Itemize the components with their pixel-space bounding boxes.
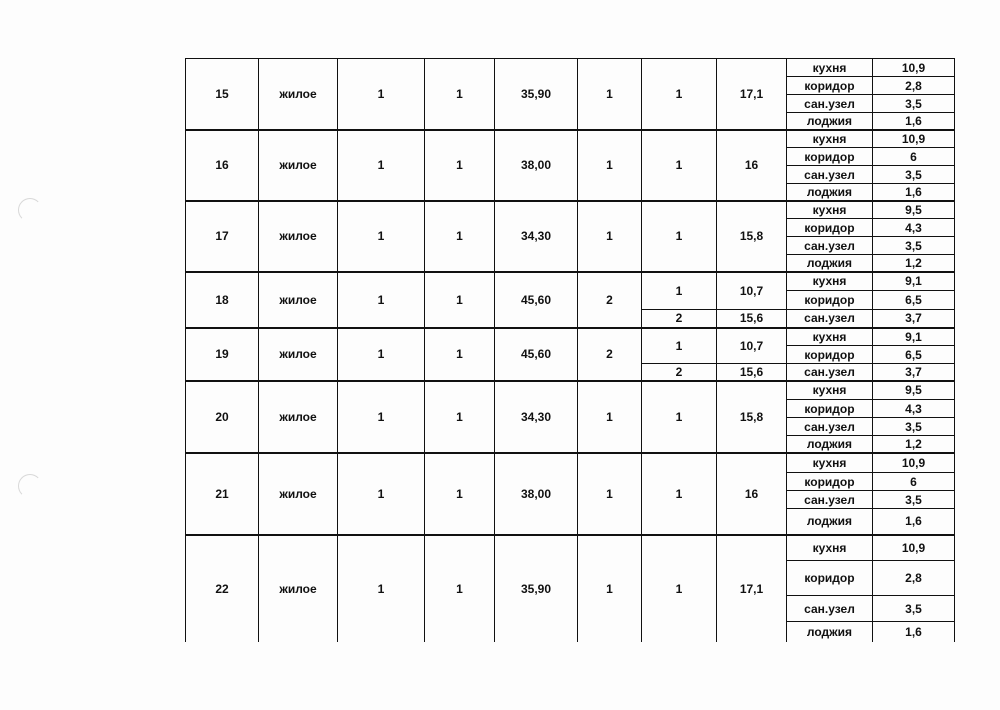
aux-room-area: 4,3 bbox=[873, 400, 955, 418]
aux-room-area: 3,5 bbox=[873, 237, 955, 255]
aux-room-name: лоджия bbox=[787, 113, 873, 130]
aux-room-area: 1,6 bbox=[873, 184, 955, 201]
punch-hole-mark bbox=[18, 198, 42, 222]
living-room-number: 1 bbox=[642, 381, 717, 453]
aux-room-name: кухня bbox=[787, 381, 873, 400]
count-cell: 1 bbox=[425, 130, 495, 201]
aux-room-name: сан.узел bbox=[787, 237, 873, 255]
premise-type: жилое bbox=[259, 201, 338, 272]
aux-room-area: 3,5 bbox=[873, 418, 955, 436]
count-cell: 1 bbox=[338, 381, 425, 453]
aux-room-name: коридор bbox=[787, 77, 873, 95]
table-row bbox=[186, 59, 955, 77]
count-cell: 1 bbox=[338, 59, 425, 130]
table-row bbox=[186, 130, 955, 148]
aux-room-name: кухня bbox=[787, 272, 873, 291]
total-area: 34,30 bbox=[495, 381, 578, 453]
living-room-area: 16 bbox=[717, 453, 787, 535]
aux-room-name: кухня bbox=[787, 201, 873, 219]
count-cell: 1 bbox=[338, 328, 425, 381]
living-room-area: 15,8 bbox=[717, 381, 787, 453]
aux-room-name: сан.узел bbox=[787, 364, 873, 381]
living-room-area: 16 bbox=[717, 130, 787, 201]
aux-room-area: 2,8 bbox=[873, 561, 955, 596]
aux-room-name: кухня bbox=[787, 453, 873, 473]
aux-room-area: 6,5 bbox=[873, 346, 955, 364]
count-cell: 1 bbox=[338, 201, 425, 272]
aux-room-area: 4,3 bbox=[873, 219, 955, 237]
aux-room-area: 10,9 bbox=[873, 59, 955, 77]
room-count: 2 bbox=[578, 328, 642, 381]
aux-room-area: 1,6 bbox=[873, 509, 955, 535]
apartment-number: 19 bbox=[186, 328, 259, 381]
count-cell: 1 bbox=[338, 272, 425, 328]
count-cell: 1 bbox=[425, 201, 495, 272]
living-room-area: 15,8 bbox=[717, 201, 787, 272]
aux-room-name: кухня bbox=[787, 328, 873, 346]
aux-room-name: лоджия bbox=[787, 184, 873, 201]
aux-room-area: 6 bbox=[873, 473, 955, 491]
aux-room-name: кухня bbox=[787, 59, 873, 77]
aux-room-area: 2,8 bbox=[873, 77, 955, 95]
aux-room-area: 3,5 bbox=[873, 166, 955, 184]
apartment-number: 21 bbox=[186, 453, 259, 535]
room-count: 2 bbox=[578, 272, 642, 328]
aux-room-area: 9,1 bbox=[873, 272, 955, 291]
living-room-area: 17,1 bbox=[717, 59, 787, 130]
aux-room-name: сан.узел bbox=[787, 596, 873, 622]
premise-type: жилое bbox=[259, 130, 338, 201]
living-room-number: 1 bbox=[642, 130, 717, 201]
aux-room-name: лоджия bbox=[787, 255, 873, 272]
aux-room-name: коридор bbox=[787, 219, 873, 237]
room-count: 1 bbox=[578, 130, 642, 201]
aux-room-name: коридор bbox=[787, 400, 873, 418]
count-cell: 1 bbox=[425, 535, 495, 642]
room-count: 1 bbox=[578, 59, 642, 130]
apartment-number: 15 bbox=[186, 59, 259, 130]
aux-room-name: коридор bbox=[787, 148, 873, 166]
premise-type: жилое bbox=[259, 59, 338, 130]
punch-hole-mark bbox=[18, 474, 42, 498]
count-cell: 1 bbox=[425, 381, 495, 453]
aux-room-name: сан.узел bbox=[787, 491, 873, 509]
living-room-area: 15,6 bbox=[717, 310, 787, 328]
table-row bbox=[186, 381, 955, 400]
aux-room-name: коридор bbox=[787, 291, 873, 310]
aux-room-area: 9,5 bbox=[873, 381, 955, 400]
living-room-number: 2 bbox=[642, 310, 717, 328]
aux-room-name: сан.узел bbox=[787, 166, 873, 184]
premise-type: жилое bbox=[259, 272, 338, 328]
apartment-number: 22 bbox=[186, 535, 259, 642]
living-room-number: 1 bbox=[642, 453, 717, 535]
aux-room-area: 10,9 bbox=[873, 130, 955, 148]
premise-type: жилое bbox=[259, 453, 338, 535]
count-cell: 1 bbox=[425, 59, 495, 130]
aux-room-area: 1,6 bbox=[873, 113, 955, 130]
aux-room-area: 3,7 bbox=[873, 364, 955, 381]
aux-room-area: 9,1 bbox=[873, 328, 955, 346]
aux-room-area: 3,5 bbox=[873, 596, 955, 622]
aux-room-area: 6 bbox=[873, 148, 955, 166]
room-count: 1 bbox=[578, 381, 642, 453]
aux-room-area: 1,2 bbox=[873, 436, 955, 453]
aux-room-area: 3,5 bbox=[873, 95, 955, 113]
aux-room-name: коридор bbox=[787, 473, 873, 491]
living-room-number: 1 bbox=[642, 535, 717, 642]
count-cell: 1 bbox=[425, 453, 495, 535]
aux-room-name: сан.узел bbox=[787, 95, 873, 113]
table-row bbox=[186, 535, 955, 561]
aux-room-name: коридор bbox=[787, 346, 873, 364]
living-room-number: 1 bbox=[642, 201, 717, 272]
premise-type: жилое bbox=[259, 381, 338, 453]
count-cell: 1 bbox=[425, 272, 495, 328]
apartment-number: 17 bbox=[186, 201, 259, 272]
apartments-table-body bbox=[186, 59, 955, 642]
aux-room-area: 3,7 bbox=[873, 310, 955, 328]
count-cell: 1 bbox=[338, 535, 425, 642]
living-room-number: 1 bbox=[642, 328, 717, 364]
total-area: 45,60 bbox=[495, 272, 578, 328]
aux-room-name: сан.узел bbox=[787, 310, 873, 328]
count-cell: 1 bbox=[425, 328, 495, 381]
count-cell: 1 bbox=[338, 130, 425, 201]
aux-room-name: кухня bbox=[787, 130, 873, 148]
total-area: 38,00 bbox=[495, 453, 578, 535]
aux-room-name: лоджия bbox=[787, 622, 873, 642]
apartment-number: 20 bbox=[186, 381, 259, 453]
aux-room-area: 1,2 bbox=[873, 255, 955, 272]
total-area: 34,30 bbox=[495, 201, 578, 272]
room-count: 1 bbox=[578, 201, 642, 272]
aux-room-name: лоджия bbox=[787, 436, 873, 453]
aux-room-area: 9,5 bbox=[873, 201, 955, 219]
aux-room-name: кухня bbox=[787, 535, 873, 561]
premise-type: жилое bbox=[259, 328, 338, 381]
table-row bbox=[186, 328, 955, 346]
aux-room-name: сан.узел bbox=[787, 418, 873, 436]
aux-room-area: 1,6 bbox=[873, 622, 955, 642]
table-row bbox=[186, 201, 955, 219]
total-area: 45,60 bbox=[495, 328, 578, 381]
living-room-area: 10,7 bbox=[717, 272, 787, 310]
living-room-area: 10,7 bbox=[717, 328, 787, 364]
living-room-area: 15,6 bbox=[717, 364, 787, 381]
total-area: 35,90 bbox=[495, 59, 578, 130]
aux-room-area: 10,9 bbox=[873, 535, 955, 561]
aux-room-area: 10,9 bbox=[873, 453, 955, 473]
count-cell: 1 bbox=[338, 453, 425, 535]
table-row bbox=[186, 453, 955, 473]
apartment-number: 16 bbox=[186, 130, 259, 201]
table-row bbox=[186, 272, 955, 291]
living-room-number: 1 bbox=[642, 59, 717, 130]
total-area: 35,90 bbox=[495, 535, 578, 642]
living-room-number: 2 bbox=[642, 364, 717, 381]
aux-room-name: коридор bbox=[787, 561, 873, 596]
aux-room-name: лоджия bbox=[787, 509, 873, 535]
living-room-number: 1 bbox=[642, 272, 717, 310]
aux-room-area: 6,5 bbox=[873, 291, 955, 310]
aux-room-area: 3,5 bbox=[873, 491, 955, 509]
room-count: 1 bbox=[578, 453, 642, 535]
premise-type: жилое bbox=[259, 535, 338, 642]
apartments-table bbox=[185, 58, 955, 642]
room-count: 1 bbox=[578, 535, 642, 642]
living-room-area: 17,1 bbox=[717, 535, 787, 642]
total-area: 38,00 bbox=[495, 130, 578, 201]
apartment-number: 18 bbox=[186, 272, 259, 328]
